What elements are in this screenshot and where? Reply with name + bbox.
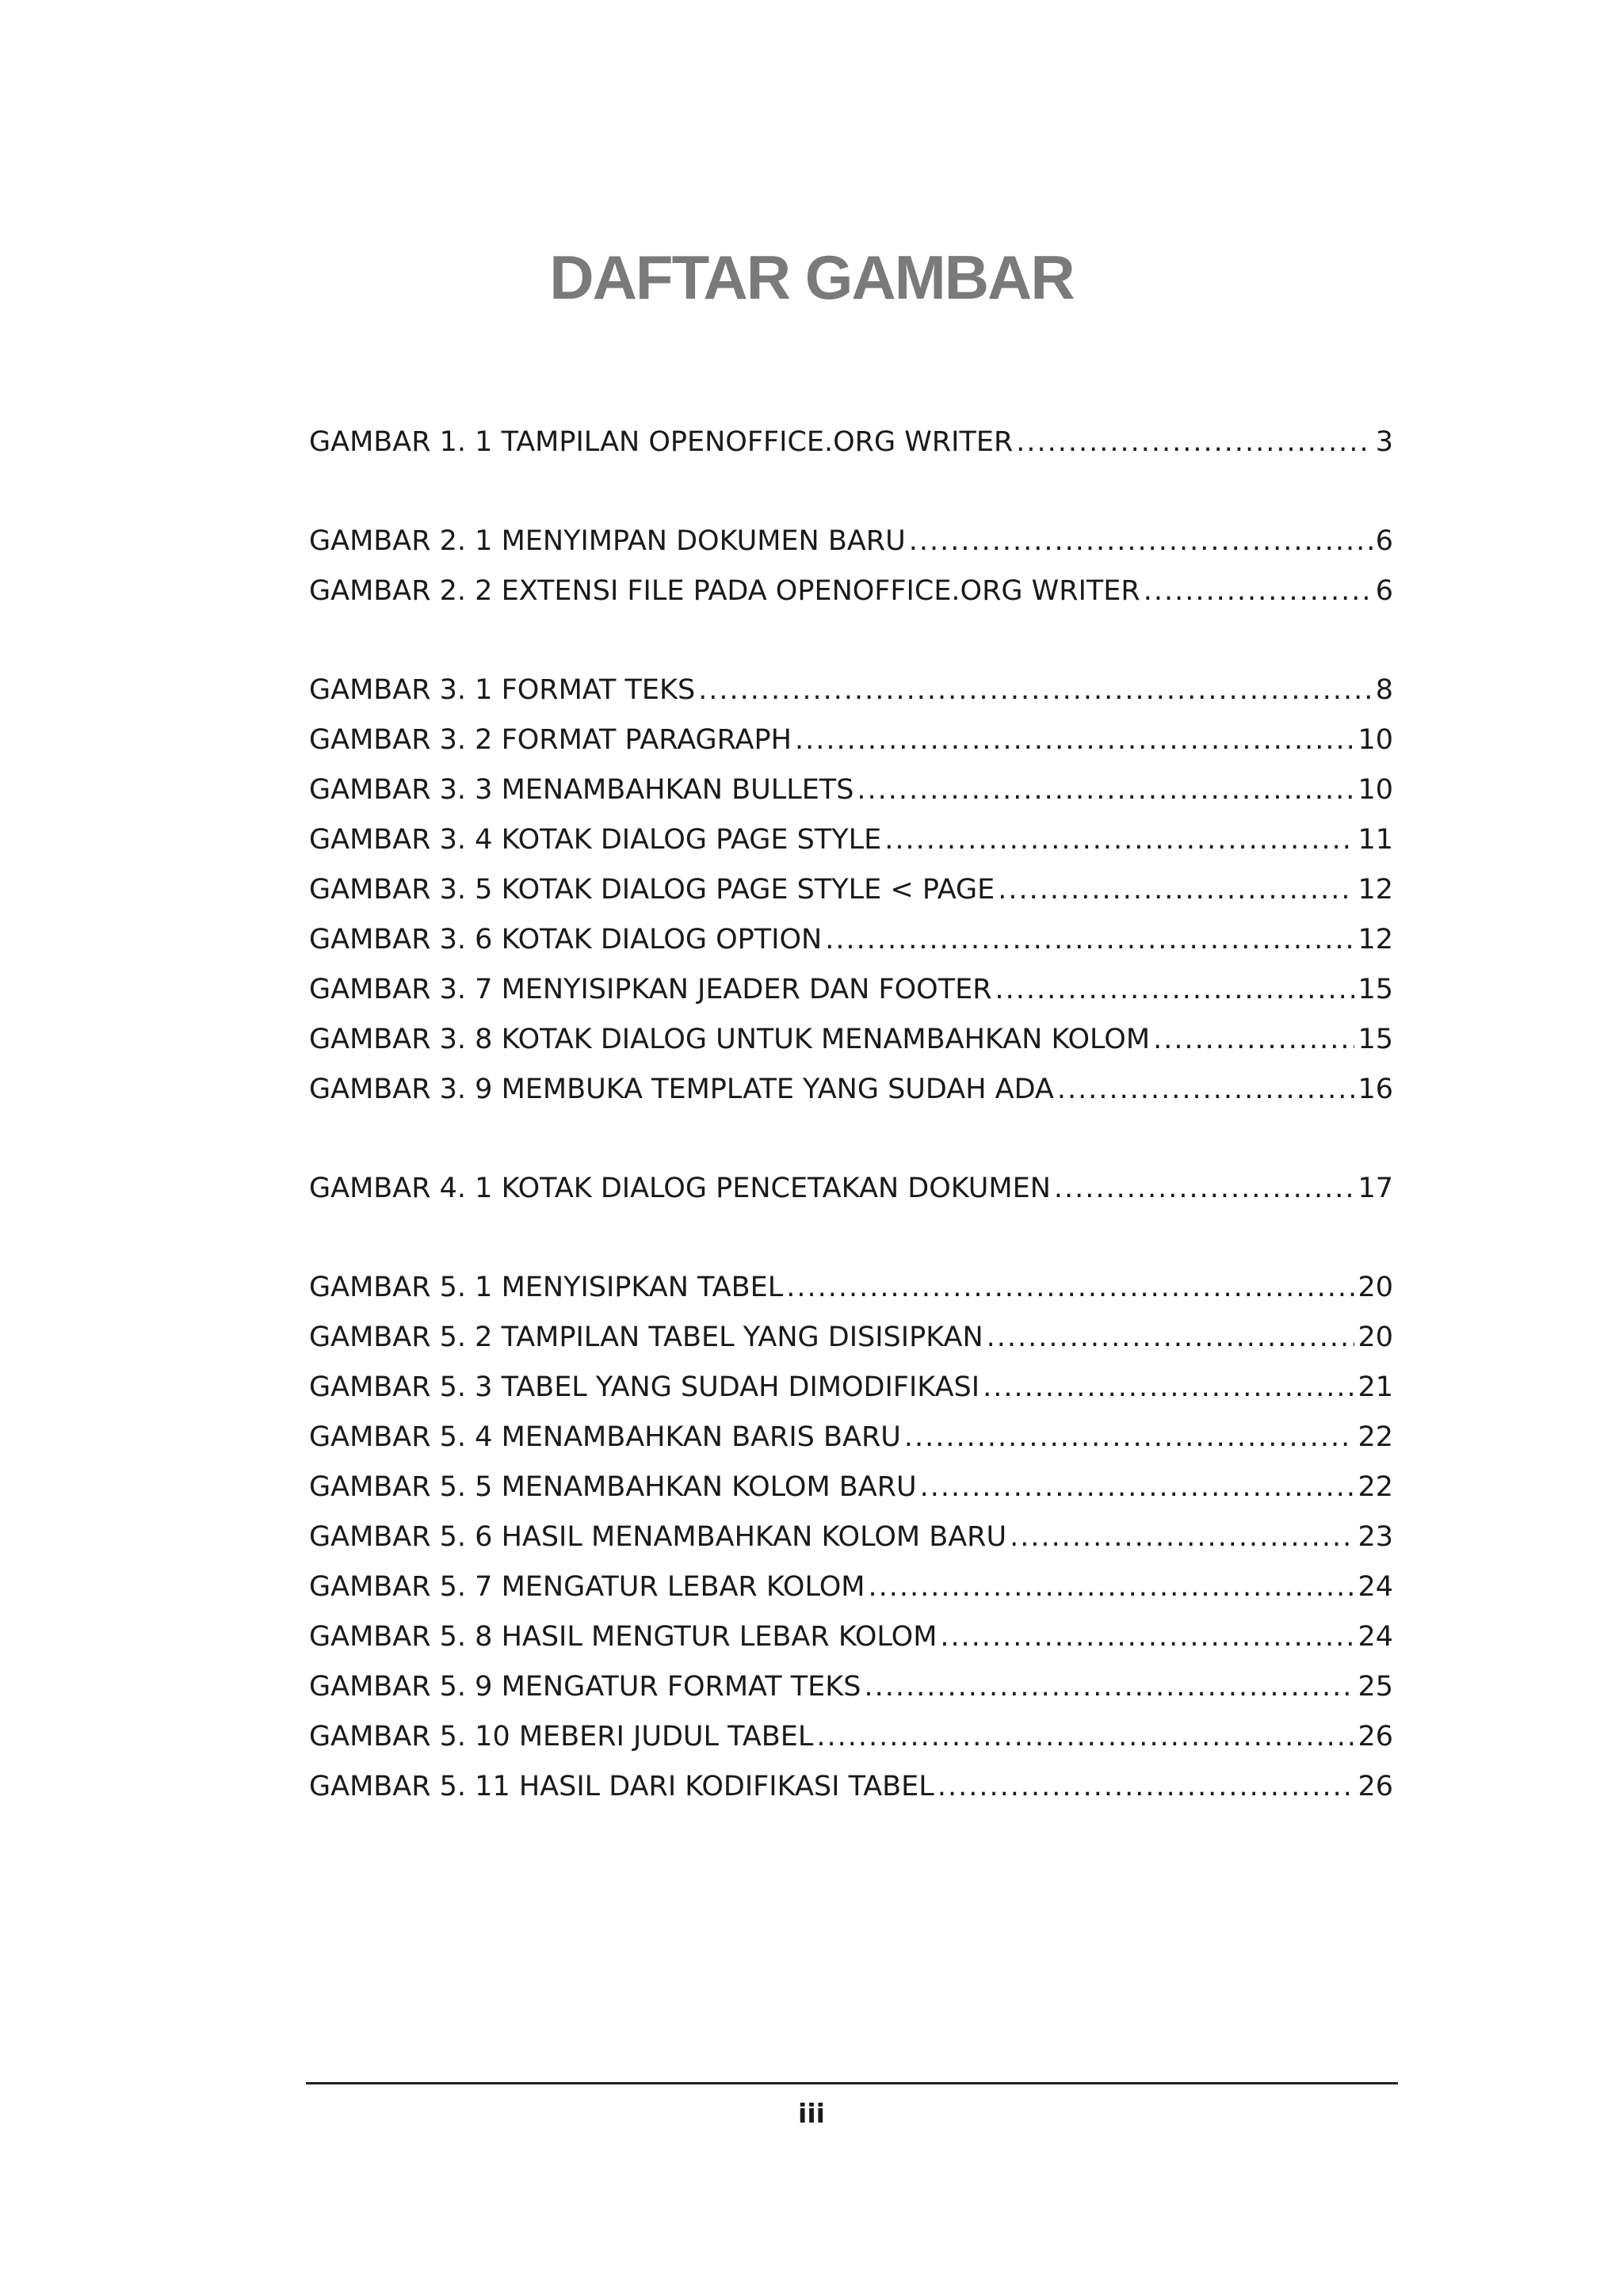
footer-page-number: iii [798, 2098, 825, 2129]
toc-entry[interactable] [309, 666, 1393, 715]
toc-entry-label: GAMBAR 2. 1 MENYIMPAN DOKUMEN BARU [309, 525, 906, 557]
toc-entry[interactable] [309, 418, 1393, 467]
toc-entry-page: 24 [1358, 1571, 1393, 1603]
toc-entry-page: 12 [1358, 874, 1393, 906]
toc-entry[interactable] [309, 517, 1393, 566]
toc-entry-label: GAMBAR 3. 2 FORMAT PARAGRAPH [309, 724, 792, 756]
toc-entry-label: GAMBAR 3. 4 KOTAK DIALOG PAGE STYLE [309, 824, 882, 856]
toc-entry-label: GAMBAR 3. 1 FORMAT TEKS [309, 674, 696, 706]
toc-entry[interactable] [309, 815, 1393, 865]
toc-group [309, 1263, 1393, 1812]
toc-entry-page: 24 [1358, 1621, 1393, 1653]
toc-entry[interactable] [309, 1762, 1393, 1812]
toc-group [309, 1164, 1393, 1214]
toc-entry[interactable] [309, 1263, 1393, 1313]
toc-entry-page: 16 [1358, 1074, 1393, 1105]
toc-entry-label: GAMBAR 3. 8 KOTAK DIALOG UNTUK MENAMBAHKAN KOLOM [309, 1024, 1151, 1055]
toc-entry-page: 26 [1358, 1771, 1393, 1802]
toc-entry-page: 12 [1358, 924, 1393, 955]
toc-entry[interactable] [309, 1712, 1393, 1762]
toc-entry-page: 3 [1375, 426, 1393, 458]
toc-dot-leader [987, 1313, 1355, 1363]
toc-entry-page: 22 [1358, 1421, 1393, 1453]
toc-entry-label: GAMBAR 3. 3 MENAMBAHKAN BULLETS [309, 774, 854, 806]
toc-dot-leader [825, 915, 1354, 965]
toc-dot-leader [998, 865, 1354, 915]
toc-entry[interactable] [309, 1463, 1393, 1512]
toc-entry-page: 15 [1358, 1024, 1393, 1055]
toc-dot-leader [1144, 566, 1373, 616]
toc-entry-page: 20 [1358, 1322, 1393, 1353]
page-title: DAFTAR GAMBAR [549, 242, 1074, 312]
toc-entry-label: GAMBAR 4. 1 KOTAK DIALOG PENCETAKAN DOKUMEN [309, 1173, 1051, 1204]
toc-entry-label: GAMBAR 2. 2 EXTENSI FILE PADA OPENOFFICE.ORG WRITER [309, 575, 1140, 607]
toc-dot-leader [904, 1413, 1355, 1463]
toc-dot-leader [1016, 418, 1372, 467]
toc-entry-page: 6 [1375, 575, 1393, 607]
toc-entry-label: GAMBAR 3. 6 KOTAK DIALOG OPTION [309, 924, 823, 955]
toc-entry[interactable] [309, 915, 1393, 965]
toc-dot-leader [938, 1762, 1355, 1812]
toc-dot-leader [940, 1612, 1354, 1662]
toc-entry-label: GAMBAR 5. 7 MENGATUR LEBAR KOLOM [309, 1571, 865, 1603]
toc-entry[interactable] [309, 1562, 1393, 1612]
toc-entry[interactable] [309, 1512, 1393, 1562]
toc-group [309, 418, 1393, 467]
toc-dot-leader [795, 715, 1355, 765]
toc-entry-label: GAMBAR 5. 10 MEBERI JUDUL TABEL [309, 1721, 814, 1753]
toc-entry-label: GAMBAR 5. 11 HASIL DARI KODIFIKASI TABEL [309, 1771, 934, 1802]
toc-group [309, 517, 1393, 616]
toc-entry-page: 17 [1358, 1173, 1393, 1204]
toc-entry-label: GAMBAR 5. 1 MENYISIPKAN TABEL [309, 1272, 784, 1303]
toc-entry-page: 15 [1358, 974, 1393, 1005]
toc-entry-label: GAMBAR 5. 6 HASIL MENAMBAHKAN KOLOM BARU [309, 1521, 1007, 1553]
toc-entry[interactable] [309, 1015, 1393, 1065]
toc-dot-leader [1054, 1164, 1355, 1214]
toc-entry[interactable] [309, 1413, 1393, 1463]
toc-dot-leader [864, 1662, 1354, 1712]
toc-dot-leader [920, 1463, 1355, 1512]
toc-dot-leader [1010, 1512, 1354, 1562]
toc-dot-leader [1057, 1065, 1355, 1115]
toc-entry[interactable] [309, 765, 1393, 815]
toc-entry-label: GAMBAR 5. 9 MENGATUR FORMAT TEKS [309, 1671, 861, 1703]
toc-entry-label: GAMBAR 1. 1 TAMPILAN OPENOFFICE.ORG WRITER [309, 426, 1014, 458]
toc-dot-leader [983, 1363, 1354, 1413]
toc-dot-leader [1153, 1015, 1354, 1065]
footer-divider [306, 2082, 1398, 2084]
toc-dot-leader [995, 965, 1355, 1015]
toc-entry[interactable] [309, 1363, 1393, 1413]
toc-dot-leader [698, 666, 1373, 715]
toc-entry-page: 10 [1358, 724, 1393, 756]
toc-entry[interactable] [309, 865, 1393, 915]
toc-entry-label: GAMBAR 5. 2 TAMPILAN TABEL YANG DISISIPKAN [309, 1322, 983, 1353]
table-of-figures [309, 418, 1393, 1861]
toc-entry[interactable] [309, 1164, 1393, 1214]
toc-dot-leader [884, 815, 1354, 865]
toc-entry[interactable] [309, 1662, 1393, 1712]
toc-dot-leader [857, 765, 1354, 815]
toc-entry-page: 10 [1358, 774, 1393, 806]
toc-entry[interactable] [309, 1313, 1393, 1363]
toc-entry-page: 6 [1375, 525, 1393, 557]
toc-dot-leader [868, 1562, 1354, 1612]
toc-entry-label: GAMBAR 3. 5 KOTAK DIALOG PAGE STYLE < PAGE [309, 874, 995, 906]
toc-dot-leader [816, 1712, 1354, 1762]
toc-group [309, 666, 1393, 1115]
toc-entry[interactable] [309, 1612, 1393, 1662]
toc-dot-leader [786, 1263, 1354, 1313]
toc-entry-page: 21 [1358, 1371, 1393, 1403]
toc-entry-page: 20 [1358, 1272, 1393, 1303]
toc-entry-page: 22 [1358, 1471, 1393, 1503]
toc-dot-leader [909, 517, 1373, 566]
toc-entry-label: GAMBAR 5. 4 MENAMBAHKAN BARIS BARU [309, 1421, 901, 1453]
toc-entry[interactable] [309, 715, 1393, 765]
toc-entry-label: GAMBAR 3. 7 MENYISIPKAN JEADER DAN FOOTER [309, 974, 992, 1005]
toc-entry[interactable] [309, 965, 1393, 1015]
toc-entry-page: 8 [1375, 674, 1393, 706]
toc-entry-label: GAMBAR 5. 5 MENAMBAHKAN KOLOM BARU [309, 1471, 917, 1503]
toc-entry-page: 23 [1358, 1521, 1393, 1553]
toc-entry-label: GAMBAR 5. 8 HASIL MENGTUR LEBAR KOLOM [309, 1621, 938, 1653]
toc-entry[interactable] [309, 566, 1393, 616]
toc-entry-page: 11 [1358, 824, 1393, 856]
toc-entry[interactable] [309, 1065, 1393, 1115]
toc-entry-label: GAMBAR 3. 9 MEMBUKA TEMPLATE YANG SUDAH ADA [309, 1074, 1054, 1105]
toc-entry-page: 26 [1358, 1721, 1393, 1753]
toc-entry-label: GAMBAR 5. 3 TABEL YANG SUDAH DIMODIFIKASI [309, 1371, 980, 1403]
toc-entry-page: 25 [1358, 1671, 1393, 1703]
